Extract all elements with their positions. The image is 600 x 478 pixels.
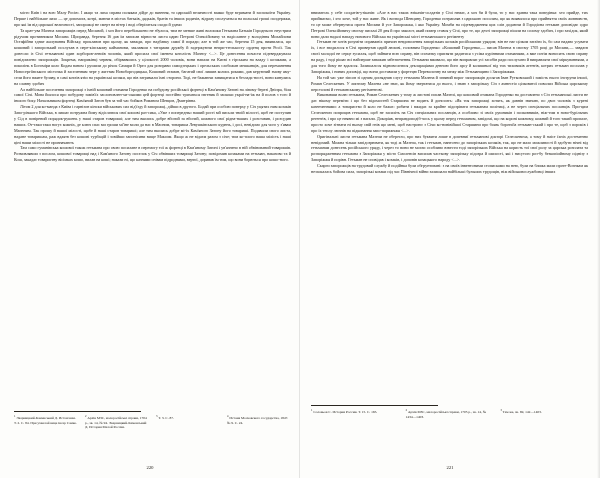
paragraph: Виконавши волю гетьмана, Роман Селескенич у тому ж листові писав Мазепі, що кошовий отамана Городенко на доставлено з Січ гетьманські листи не дає нікому переміти і що без відомостей Старшина не водить й доносить: «Як тоя запорожці хотять, як давнів звичаю, по двоє чоловік з курені казенченнями: а товариство й коло не бажає: робити і вжидає за крайне підозрівати гетьманам політиці, а не через спеціальних посланців. При-цим Селескенич попроцив гетьмана, щоб не засиліть на Січ спеціальних посланців, а особливо зі своїх рушників і полковників, ніж-тим в ново-бурільних регентів, і про це неявно мі з вагали. Докоріяв, неправдоподіб-чось у цьому перед гетьманом, завідомі, що на короні кожному, кожний й того такий пропале, просто хоче зітнати ні ньому свій гнів що мені, щоб настроює з Січи ко-новівійшої Старшини про боязь боротьба гетьман-ський і про те, щоб з пороків і про їх теплу люзнів на підконання запо-порижчжя <...>.: [311, 92, 588, 133]
paragraph: місто Київ і на всю Малу Росію. І якщо та лиха справа полякам дійде до вязення, то царській величності важко буде вгримати й заспокоїти Україну. Перше і найбільше лихо — це допомога, котрі, маючи в містах батьків, дядьків, братів та інших родичів, відразу сполучаться на польські гроші полдержки, про які їм від царської величності, запорожці не смерт на вітер і воді оберігаться сходи й удачи: [14, 10, 291, 27]
footnote-column: [156, 415, 220, 430]
paragraph: Літом 2 для ко-манда з Київа і гарнізон кінски військових сил від'їзду й запорожці, дійши в другого. Бодай при особою поверху у Січ уцятих ним козаків Запо-різького Війська, в лишає потружна йому відіслатися свої кошові раз-сика, «Уже з попередньо наший рості мй письли твоій мілості, щоб не поступив у Сід в повірений порядок-рушень у наші старов товариші; але тим вколись добре вбогий за вбогий, кожного свої рідна-наших і розставив, і розсудив наших. От-таки таки ногує кожніх, де ключ спас ми гроши мі'їне моли да нас в Масним, товариша Левушківського курень, і досі, невідомо для чого у з'явам Маєнним. Так прошу й вашої мілості, щобе й наші старов товариші; але тим вколись добре мі-їх Кам'яного Затону його товариші. Подавили свого листа, надане товаришам, раж вдаятв без кошові турбацій і зовійши запонісини вище Максим. Якщо ж не відаєм разом з січе; тим ко-плого ваша мілість і наші ціні наши мілості не призначають: [14, 104, 291, 145]
page-number-right: 221: [446, 465, 454, 470]
footnote-item: $^3$ Т. 3. С. 87.: [156, 414, 174, 421]
footnote-column: [406, 409, 494, 419]
footnote-item: $^2$ Архів МЗС, малоросійські справи, 1705 р., зв. 14, № 1434—1403.: [405, 408, 487, 419]
paragraph: Скарги запорожців на трудовий службу й подійнка були обгрунтовані: з на своїв інвентоними стописками на нею, були на ближа мали проте-Воєнкам як незаскалась бойова сила, запорізькі козаки під час Північної війни залишали найбільші бульших трудощів, ніж військовослужбовці інших: [311, 163, 588, 175]
page-right-text-column: [311, 10, 588, 402]
footnote-item: $^2$ Архів МЗС, малоросійські справи, 1704 р., зв. 14, № 94. Эварницкий-Каменський Д. История Малой России.: [85, 414, 147, 430]
footnote-column: [311, 409, 399, 419]
footnote-column: [85, 415, 149, 430]
footnote-item: $^3$ Там же, зв. 69, 142—1403.: [500, 408, 542, 415]
footnote-area-right: [311, 409, 588, 419]
paragraph: На той час уже зіпсов зі одним догляднив слугу гетьмана Малена й затяний ворог запорожців досягав Іван Рутковський і замість нього інструни іншої, Роман Селескенич. У липтому Малена «не знає, як йому звертатися до нього, і знаю з запорізьку Січ з амнестіо цілковитої поволил Війська царському перстолові й гетьманському регіментові.: [311, 74, 588, 92]
footnote-column: [500, 409, 588, 419]
paragraph: вниматєль у себе солдатів-утікачів: «Але в нас таких втікачів-солдатів у Січі немає, а хоч би й були, то у нас здавна така поведінка: хто прийде, тих приймаємо, і хто хоче, той у нас живе. Як і воєвода Шенцину, Городенко потрапляв з царською посолим, що як виявилося про прийняття своїх жовнивств, то це може обернутися проти Москви й усе Запорожжя, і яко Україну. Момби на підтвердження цих слів додаючи й Городіона гетьман доповідає одро Петрові Олексійовичу своєму письмі 20 дня й про заколот, який помер стався у Січі, про те, що дехті запорожці пішли на солому здобич, і про західок, який вони дали надалі нападу низового Війська на українські місті гетьманського регіменту: [311, 10, 588, 39]
footnote-column: [227, 415, 291, 430]
paragraph: Гетьман не хотів розуміти справжніх причин невдоволення запорізьких козаків російськими урядом; він не наг цілком затаїти їх, бо сам надаво усувати їх, і все зводилося в Січі привертав царій люхові, головним Городенко: «Кошовий Городенко,— писав Мазепа в своєму 1705 році до Москви,— завдаєв своєї молодої не серце зусилля, щоб зайняти всю справу, він спочатку пригаяти радитися з усіма курінними отаманами, а вже потім виносить свою справу на раду, і тоді рішає всі найперше заважив забезпечення. Гетьмани вживало, що він виправляє усі засобів ради послухати й виправляти свої міркуваннями, а для того йому не вдалося. Залишалося відновоситися деклараціями денною його арсу й колишньої від тих тиховиків агентів, котрих гетьман посилав у Запоріжжя, і ниних доповіді, що вони доставили у фортецю Переволочну на межу між Гетьманщино і Запоріжжям.: [311, 39, 588, 74]
page-number-left: 220: [146, 465, 154, 470]
footnote-rule: [14, 411, 141, 412]
footnote-item: $^1$ Эварницкий-Каменський Д. Истоичная. Т. 2. С. 84. При ухвалой вице інсер Самко.: [14, 414, 78, 425]
paragraph: Там само гуманівська кошової також гетьмана про свою посилане в перемогу тої ж фортеці в Кам'яному Затоні і ув'язнено в ній обвінований товаришів. Розмовлявши з послом, кошової товарищі над і Кам'яного Затону поселок у Січ обвівших товарищі Затону; повідомив козаками на гетьман, наказово та й Кош, закадає товариству вісімках кошо, вилав на коші; накази ні, що казнями снівам підроднями, вертої, доривав їм тим, що вони борються про кошо-ного.: [14, 145, 291, 163]
footnote-rule: [311, 405, 438, 406]
paragraph: Та крат-ува Мазепа запорожців перед Москвой, і хоч його перебільшено не збулося, тим не менше живі волошки Гетьмана Батьків Городнього неустрим рідучим противником Москви. Щоправда, березня 16 дав їм записав вірности листа царю Петрові Олексійовичу та надісланне у володіння Михайлови Остафійни єднае жалування Війську, проклавов при цьому, як завжди, про надбавку самої й поради; але в той же час, березня 15 дня, виявилася, що кошовий і запорозький послухав в пере-кіпському кайманови, заклавши з татарами дружбу й задержуючи непри-теглькосту орденц проти Росії. Так донесли із Січі гетьманові один хорборов-лениїв чоловік, який просила свої іменем котолість Мазепу <...>. Це донесення почасти підтверджувала повідомлено запорожців. Зокрема, наприкінці червня, обірвавшись у цілокості 2000 чоловік, вони напали на Києві з гірським на владу і козаками, а поколінь в Богоміри коло Кодам ваном і рушили до річок Самари й Орел для розправи самодзецьких і орельських слобожан мешканців, для переманення Новосергіївського місточка й заселенням чере у життям Новоборгодицька, Кошовий отаман, багатий свої лишив колись роками, дав керуючий змову яму-сели його вжите булаву, в самі котлів ятіи на українські козаки, що вів затримали їхні сторони. Тоді, не бажаючи завищатися в безладь-ності, вони кинулись на славну здобич: [14, 27, 291, 86]
footnote-item: $^1$ Соловьов С. История России. Т. 15. С. 165.: [311, 408, 378, 415]
page-right: [300, 0, 600, 478]
page-left-text-column: [14, 10, 291, 408]
footnote-item: $^4$ Истоия Московского государства, 1847. № 9. С. 24.: [227, 414, 289, 425]
footnote-area-left: [14, 415, 291, 430]
footnote-column: [14, 415, 78, 430]
paragraph: Оригінальні листи гетьмана Мазепи не оберегло, про них буквити лише в допевниї гетьманові докторі Селескенича, а тому й зміст їхніх достеменно невідомий. Можна тільки запідозрювати, як тоді ж Мазепа, так і гетьман, нанесено до запорізьких козаків, так, що не мало можливості й здобути нічні від гетьманам донесень російського уряду, і через то вони не могли особливо взвести тоді запорізьких Війська на користь тої свої ролу за царська розплата та розпорядженням гетьмана з Запоріжжя у місто Смоленсів висилав часткову запорізьку підозра й шилості, які і нисутого роз-бу безкопіийному піднізу з Запоріжжя й порівн. Гетьман не сповідав і козаків, і доповів козацького народу <...>.: [311, 133, 588, 163]
paragraph: Ал найбільше поселення запорожці з їхній кошовий отамани Городенко на побудову російської фортеці в Кам'яному Затоні на лівому березі Дніпра, біля самої Січі. Мова йшлося про побудову замів'їх заслоновлен-хи-ськими цей фортеці постійно трихаться євгеник й заскоки украї-на-їж на й полов з того й іншого боку. Начальником фортеці Кам'яний Затон був за той час бойков Романом Шевцов, Дмитрівна.: [14, 86, 291, 104]
